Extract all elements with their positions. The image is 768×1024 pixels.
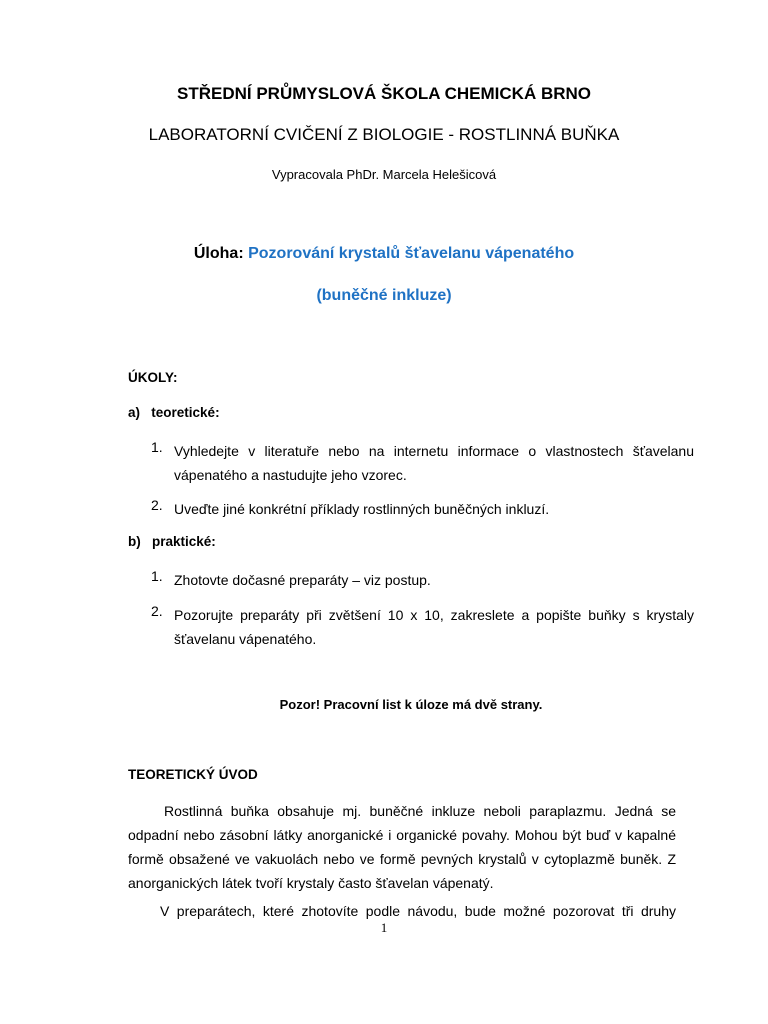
task-label: Úloha: (193, 245, 244, 262)
theoretical-subheading (128, 405, 220, 420)
practical-item-2-line-1: Pozorujte preparáty při zvětšení 10 x 10, zakreslete a popište buňky s krystaly (174, 607, 694, 623)
practical-subheading (128, 534, 216, 549)
practical-item-2-line-2: šťavelanu vápenatého. (174, 631, 317, 647)
practical-item-1: Zhotovte dočasné preparáty – viz postup. (174, 572, 431, 588)
theoretical-item-1-line-1: Vyhledejte v literatuře nebo na internetu informace o vlastnostech šťavelanu (174, 443, 694, 459)
intro-paragraph-2-text: V preparátech, které zhotovíte podle návodu, bude možné pozorovat tři druhy (160, 903, 676, 919)
practical-item-1-number: 1. (151, 568, 163, 584)
theoretical-letter: a) (128, 405, 141, 420)
task-title: Pozorování krystalů šťavelanu vápenatého (248, 245, 575, 262)
tasks-heading: ÚKOLY: (128, 370, 178, 385)
practical-item-2 (174, 603, 694, 651)
theoretical-item-2-number: 2. (151, 497, 163, 513)
practical-letter: b) (128, 534, 141, 549)
theoretical-label: teoretické: (151, 405, 220, 420)
practical-label: praktické: (152, 534, 216, 549)
notice-text: Pozor! Pracovní list k úloze má dvě strany. (279, 697, 543, 712)
page-number: 1 (380, 920, 388, 935)
school-title: STŘEDNÍ PRŮMYSLOVÁ ŠKOLA CHEMICKÁ BRNO (177, 84, 591, 103)
theoretical-item-1-number: 1. (151, 439, 163, 455)
task-title-line (0, 245, 768, 263)
lab-title: LABORATORNÍ CVIČENÍ Z BIOLOGIE - ROSTLINNÁ BUŇKA (148, 125, 620, 144)
intro-heading: TEORETICKÝ ÚVOD (128, 767, 258, 782)
theoretical-item-1-line-2: vápenatého a nastudujte jeho vzorec. (174, 467, 407, 483)
theoretical-item-1 (174, 439, 694, 487)
author-line: Vypracovala PhDr. Marcela Helešicová (271, 167, 497, 182)
intro-paragraph-1-text: Rostlinná buňka obsahuje mj. buněčné inkluze neboli paraplazmu. Jedná se odpadní nebo zásobní látky anorganické i organické povahy. Mohou být buď v kapalné formě obsažené ve vakuolách nebo ve formě pevných krystalů v cytoplazmě buněk. Z anorganických látek tvoří krystaly často šťavelan vápenatý. (128, 803, 676, 891)
practical-item-2-number: 2. (151, 603, 163, 619)
theoretical-item-2: Uveďte jiné konkrétní příklady rostlinných buněčných inkluzí. (174, 501, 550, 517)
intro-paragraph-1 (128, 799, 676, 895)
task-subtitle: (buněčné inkluze) (316, 287, 452, 304)
